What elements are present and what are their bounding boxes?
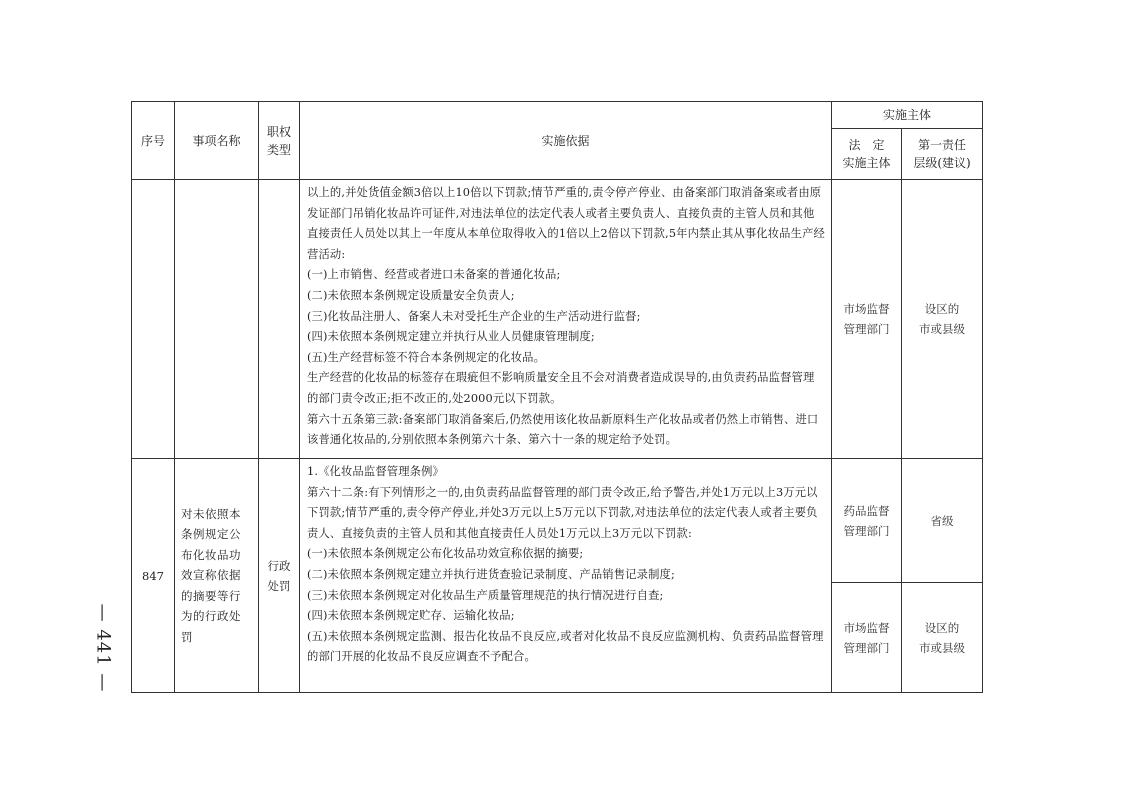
header-power-type: 职权 类型 (259, 102, 300, 180)
cell-seq: 847 (132, 459, 175, 693)
cell-first-responsibility: 设区的 市或县级 (902, 583, 983, 693)
page-number: — 441 — (92, 603, 114, 693)
item-table (131, 101, 983, 693)
header-row (132, 102, 983, 129)
cell-legal-subject: 市场监督 管理部门 (832, 180, 902, 459)
header-item-name: 事项名称 (175, 102, 259, 180)
table-row (132, 459, 983, 583)
header-first-responsibility: 第一责任 层级(建议) (902, 129, 983, 180)
cell-basis: 1.《化妆品监督管理条例》 第六十二条:有下列情形之一的,由负责药品监督管理的部门责令改正,给予警告,并处1万元以上3万元以下罚款;情节严重的,责令停产停业,并处3万元以上5万元以下罚款,对违法单位的法定代表人或者主要负责人、直接负责的主管人员和其他直接责任人员处1万元以上3万元以下罚款: (一)未依照本条例规定公布化妆品功效宣称依据的摘要; (二)未依照本条例规定建立并执行进货查验记录制度、产品销售记录制度; (三)未依照本条例规定对化妆品生产质量管理规范的执行情况进行自查; (四)未依照本条例规定贮存、运输化妆品; (五)未依照本条例规定监测、报告化妆品不良反应,或者对化妆品不良反应监测机构、负责药品监督管理的部门开展的化妆品不良反应调查不予配合。 (300, 459, 832, 693)
cell-legal-subject: 药品监督 管理部门 (832, 459, 902, 583)
cell-basis: 以上的,并处货值金额3倍以上10倍以下罚款;情节严重的,责令停产停业、由备案部门取消备案或者由原发证部门吊销化妆品许可证件,对违法单位的法定代表人或者主要负责人、直接负责的主管人员和其他直接责任人员处以其上一年度从本单位取得收入的1倍以上2倍以下罚款,5年内禁止其从事化妆品生产经营活动: (一)上市销售、经营或者进口未备案的普通化妆品; (二)未依照本条例规定设质量安全负责人; (三)化妆品注册人、备案人未对受托生产企业的生产活动进行监督; (四)未依照本条例规定建立并执行从业人员健康管理制度; (五)生产经营标签不符合本条例规定的化妆品。 生产经营的化妆品的标签存在瑕疵但不影响质量安全且不会对消费者造成误导的,由负责药品监督管理的部门责令改正;拒不改正的,处2000元以下罚款。 第六十五条第三款:备案部门取消备案后,仍然使用该化妆品新原料生产化妆品或者仍然上市销售、进口该普通化妆品的,分别依照本条例第六十条、第六十一条的规定给予处罚。 (300, 180, 832, 459)
cell-legal-subject: 市场监督 管理部门 (832, 583, 902, 693)
table-row (132, 180, 983, 459)
cell-first-responsibility: 设区的 市或县级 (902, 180, 983, 459)
header-seq: 序号 (132, 102, 175, 180)
cell-power-type (259, 180, 300, 459)
cell-seq (132, 180, 175, 459)
cell-item-name: 对未依照本条例规定公布化妆品功效宣称依据的摘要等行为的行政处罚 (175, 459, 259, 693)
cell-power-type: 行政 处罚 (259, 459, 300, 693)
header-legal-subject: 法 定 实施主体 (832, 129, 902, 180)
header-subject: 实施主体 (832, 102, 983, 129)
header-basis: 实施依据 (300, 102, 832, 180)
cell-item-name (175, 180, 259, 459)
cell-first-responsibility: 省级 (902, 459, 983, 583)
